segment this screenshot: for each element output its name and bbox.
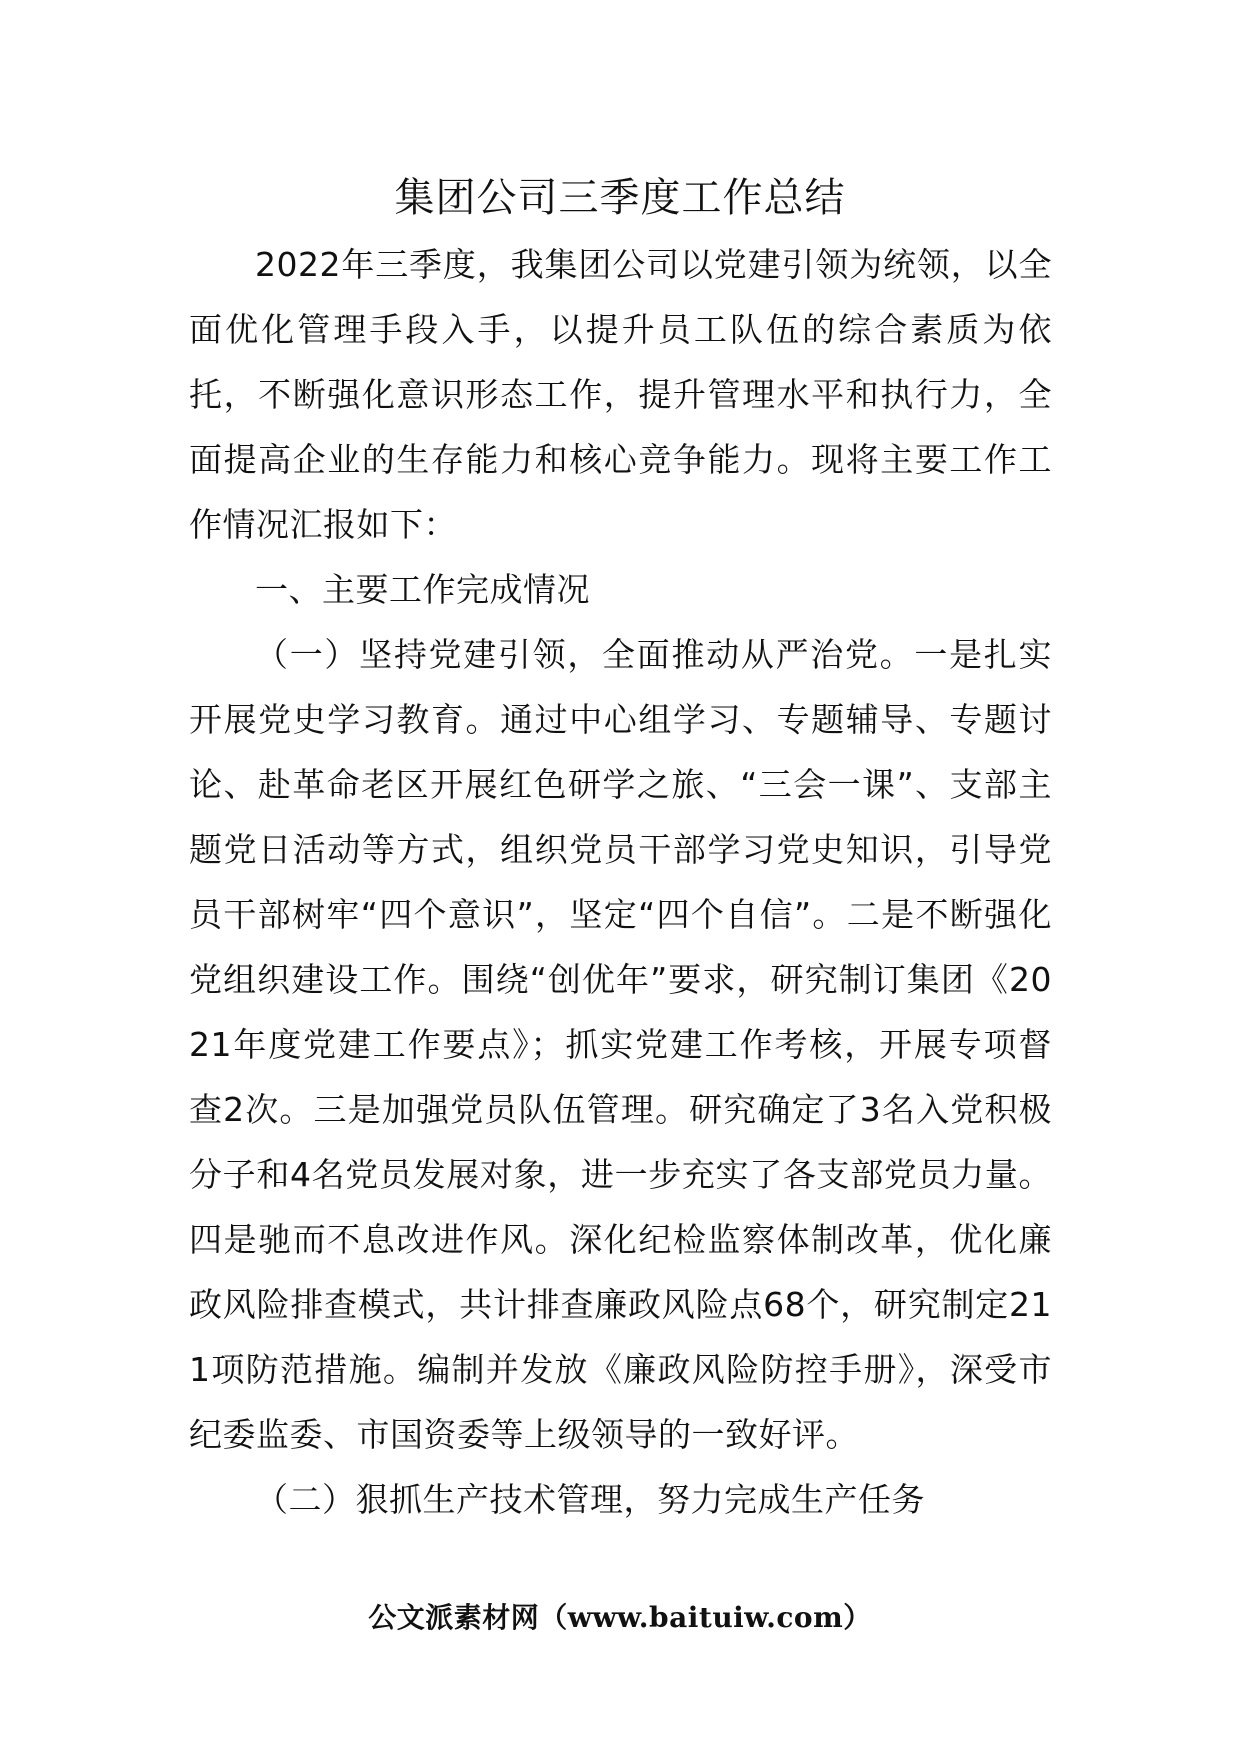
document-title: 集团公司三季度工作总结 [394, 175, 846, 221]
document-body [189, 232, 1052, 1532]
section-heading-main-work: 一、主要工作完成情况 [255, 570, 590, 609]
production-subheading: （二）狠抓生产技术管理，努力完成生产任务 [255, 1480, 925, 1519]
footer-watermark: 公文派素材网（www.baituiw.com） [368, 1601, 872, 1634]
intro-paragraph: 2022年三季度，我集团公司以党建引领为统领，以全面优化管理手段入手，以提升员工队伍的综合素质为依托，不断强化意识形态工作，提升管理水平和执行力，全面提高企业的生存能力和核心竞争能力。现将主要工作工作情况汇报如下： [189, 245, 1052, 544]
party-building-paragraph: （一）坚持党建引领，全面推动从严治党。一是扎实开展党史学习教育。通过中心组学习、专题辅导、专题讨论、赴革命老区开展红色研学之旅、“三会一课”、支部主题党日活动等方式，组织党员干部学习党史知识，引导党员干部树牢“四个意识”，坚定“四个自信”。二是不断强化党组织建设工作。围绕“创优年”要求，研究制订集团《2021年度党建工作要点》；抓实党建工作考核，开展专项督查2次。三是加强党员队伍管理。研究确定了3名入党积极分子和4名党员发展对象，进一步充实了各支部党员力量。四是驰而不息改进作风。深化纪检监察体制改革，优化廉政风险排查模式，共计排查廉政风险点68个，研究制定211项防范措施。编制并发放《廉政风险防控手册》，深受市纪委监委、市国资委等上级领导的一致好评。 [189, 635, 1052, 1454]
